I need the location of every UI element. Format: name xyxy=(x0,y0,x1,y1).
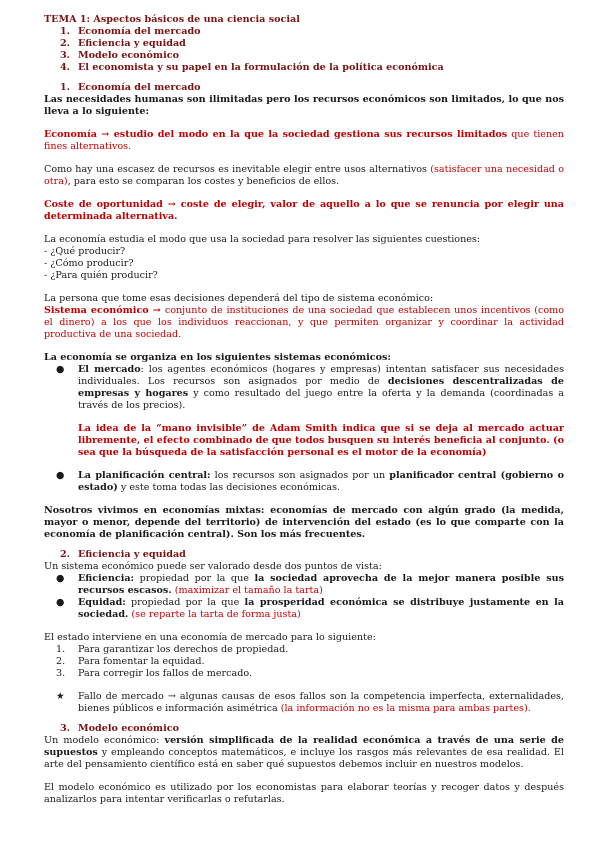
list-item: 2. Para fomentar la equidad. xyxy=(56,656,205,667)
toc-item: 1. Economía del mercado xyxy=(59,26,201,37)
estado-paragraph: El estado interviene en una economía de mercado para lo siguiente: xyxy=(44,632,376,643)
document-page xyxy=(44,14,564,806)
star-icon: ★ xyxy=(56,691,65,702)
toc-item: 4. El economista y su papel en la formulación de la política económica xyxy=(59,62,444,73)
bullet-icon: ● xyxy=(56,597,65,608)
list-item: 3. Para corregir los fallos de mercado. xyxy=(56,668,253,679)
section-heading: 1. Economía del mercado xyxy=(59,82,201,93)
choice-paragraph: Como hay una escasez de recursos es inevitable elegir entre usos alternativos (satisfacer una necesidad o otra), para esto se comparan los costes y beneficios de ellos. xyxy=(44,164,564,187)
sistema-definition: Sistema económico → conjunto de instituciones de una sociedad que establecen unos incentivos (como el dinero) a los que los individuos reaccionan, y que permiten organizar y coordinar la actividad productiva de una sociedad. xyxy=(44,305,564,340)
list-item: 1. Para garantizar los derechos de propiedad. xyxy=(56,644,289,655)
question-item: - ¿Qué producir? xyxy=(44,246,126,257)
bullet-icon: ● xyxy=(56,364,65,375)
toc-item: 3. Modelo económico xyxy=(59,50,179,61)
modelo-paragraph: Un modelo económico: versión simplificada de la realidad económica a través de una serie de supuestos y empleando conceptos matemáticos, e incluye los rasgos más relevantes de esa realidad. El arte del pensamiento científico está en saber qué supuestos debemos incluir en nuestros modelos. xyxy=(44,735,564,770)
smith-note: La idea de la “mano invisible” de Adam Smith indica que si se deja al mercado actuar libremente, el efecto combinado de que todos busquen su interés beneficia al conjunto. (o sea que la búsqueda de la satisfacción personal es el motor de la economía) xyxy=(78,423,564,458)
list-item: ● El mercado: los agentes económicos (hogares y empresas) intentan satisfacer sus necesidades individuales. Los recursos son asignados por medio de decisiones descentralizadas de empresas y hogares y como resultado del juego entre la oferta y la demanda (coordinadas a través de los precios). xyxy=(56,364,564,411)
list-item: ● Eficiencia: propiedad por la que la sociedad aprovecha de la mejor manera posible sus recursos escasos. (maximizar el tamaño la tarta) xyxy=(56,573,564,596)
coste-oportunidad-definition: Coste de oportunidad → coste de elegir, valor de aquello a lo que se renuncia por elegir una determinada alternativa. xyxy=(44,199,564,222)
modelo-uso-paragraph: El modelo económico es utilizado por los economistas para elaborar teorías y recoger datos y después analizarlos para intentar verificarlas o refutarlas. xyxy=(44,782,564,805)
toc-item: 2. Eficiencia y equidad xyxy=(59,38,186,49)
economia-definition: Economía → estudio del modo en la que la sociedad gestiona sus recursos limitados que tienen fines alternativos. xyxy=(44,129,564,152)
mixtas-paragraph: Nosotros vivimos en economías mixtas: economías de mercado con algún grado (la medida, mayor o menor, depende del territorio) de intervención del estado (es lo que comparte con la economía de planificación central). Son los más frecuentes. xyxy=(44,505,564,540)
question-item: - ¿Cómo producir? xyxy=(44,258,134,269)
section-intro: Un sistema económico puede ser valorado desde dos puntos de vista: xyxy=(44,561,382,572)
questions-intro: La economía estudia el modo que usa la sociedad para resolver las siguientes cuestiones: xyxy=(44,234,481,245)
organiza-heading: La economía se organiza en los siguientes sistemas económicos: xyxy=(44,352,391,363)
intro-paragraph: Las necesidades humanas son ilimitadas pero los recursos económicos son limitados, lo que nos lleva a lo siguiente: xyxy=(44,94,564,117)
list-item: ★ Fallo de mercado → algunas causas de esos fallos son la competencia imperfecta, externalidades, bienes públicos e información asimétrica (la información no es la misma para ambas partes). xyxy=(56,691,564,714)
persona-paragraph: La persona que tome esas decisiones dependerá del tipo de sistema económico: xyxy=(44,293,434,304)
list-item: ● La planificación central: los recursos son asignados por un planificador central (gobierno o estado) y este toma todas las decisiones económicas. xyxy=(56,470,564,493)
numbered-list xyxy=(56,644,564,680)
question-item: - ¿Para quién producir? xyxy=(44,270,158,281)
section-heading: 2. Eficiencia y equidad xyxy=(59,549,186,560)
bullet-icon: ● xyxy=(56,573,65,584)
list-item: ● Equidad: propiedad por la que la prosperidad económica se distribuye justamente en la sociedad. (se reparte la tarta de forma justa) xyxy=(56,597,564,620)
table-of-contents xyxy=(44,26,564,74)
document-title: TEMA 1: Aspectos básicos de una ciencia social xyxy=(44,14,300,25)
bullet-icon: ● xyxy=(56,470,65,481)
section-heading: 3. Modelo económico xyxy=(59,723,179,734)
